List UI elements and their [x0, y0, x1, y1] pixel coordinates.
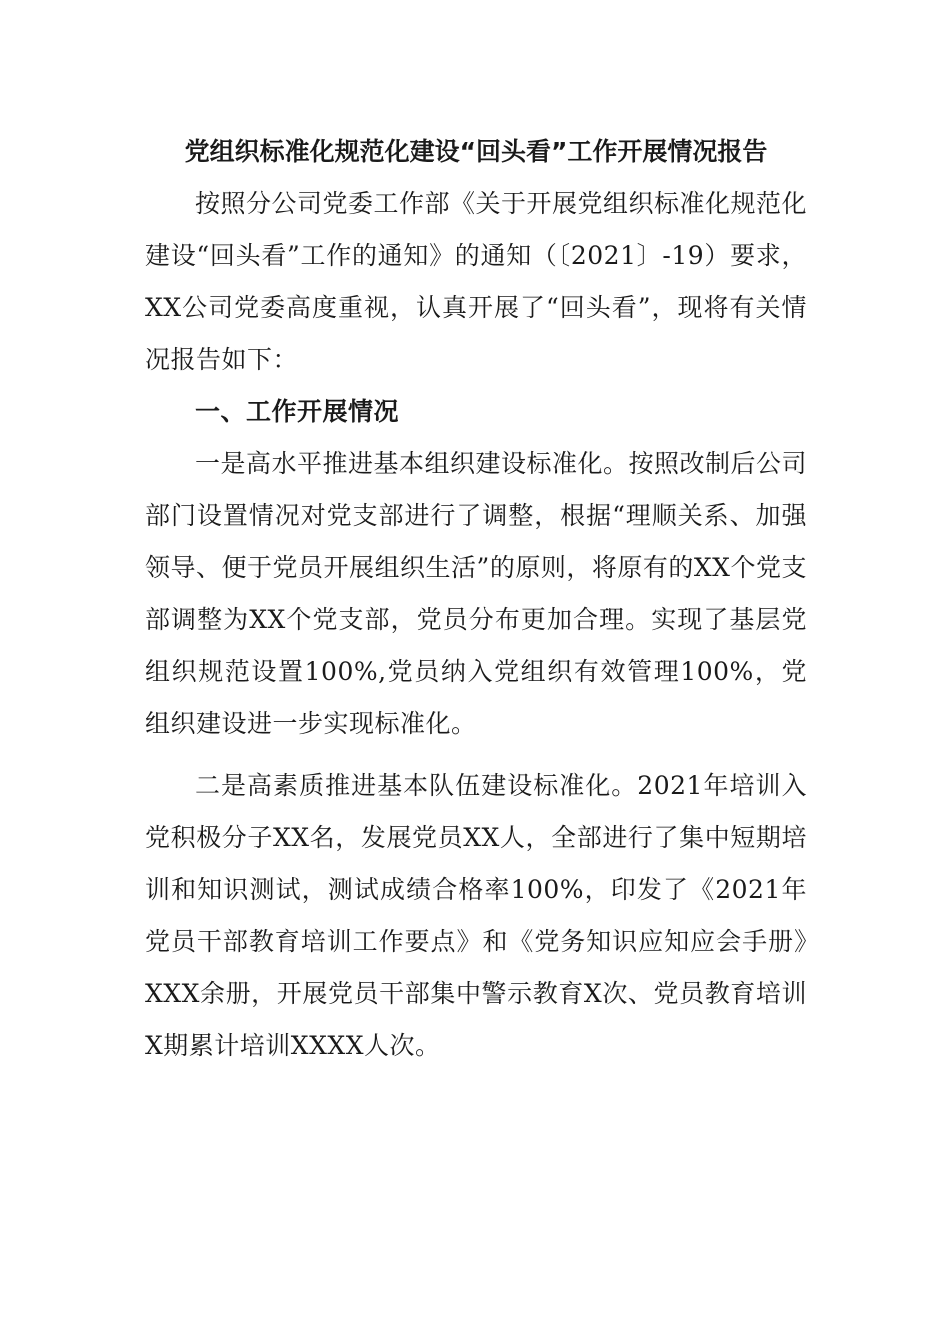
document-body: [145, 128, 807, 1072]
intro-paragraph: 按照分公司党委工作部《关于开展党组织标准化规范化建设“回头看”工作的通知》的通知（〔2021〕-19）要求，XX公司党委高度重视，认真开展了“回头看”，现将有关情况报告如下：: [145, 189, 808, 374]
document-title: 党组织标准化规范化建设“回头看”工作开展情况报告: [184, 137, 768, 166]
paragraph-team-standardization: 二是高素质推进基本队伍建设标准化。2021年培训入党积极分子XX名，发展党员XX人，全部进行了集中短期培训和知识测试，测试成绩合格率100%，印发了《2021年党员干部教育培训工作要点》和《党务知识应知应会手册》XXX余册，开展党员干部集中警示教育X次、党员教育培训X期累计培训XXXX人次。: [145, 771, 807, 1060]
section-heading-work-progress: 一、工作开展情况: [195, 397, 400, 426]
paragraph-organization-standardization: 一是高水平推进基本组织建设标准化。按照改制后公司部门设置情况对党支部进行了调整，根据“理顺关系、加强领导、便于党员开展组织生活”的原则，将原有的XX个党支部调整为XX个党支部，党员分布更加合理。实现了基层党组织规范设置100%,党员纳入党组织有效管理100%，党组织建设进一步实现标准化。: [145, 449, 808, 738]
